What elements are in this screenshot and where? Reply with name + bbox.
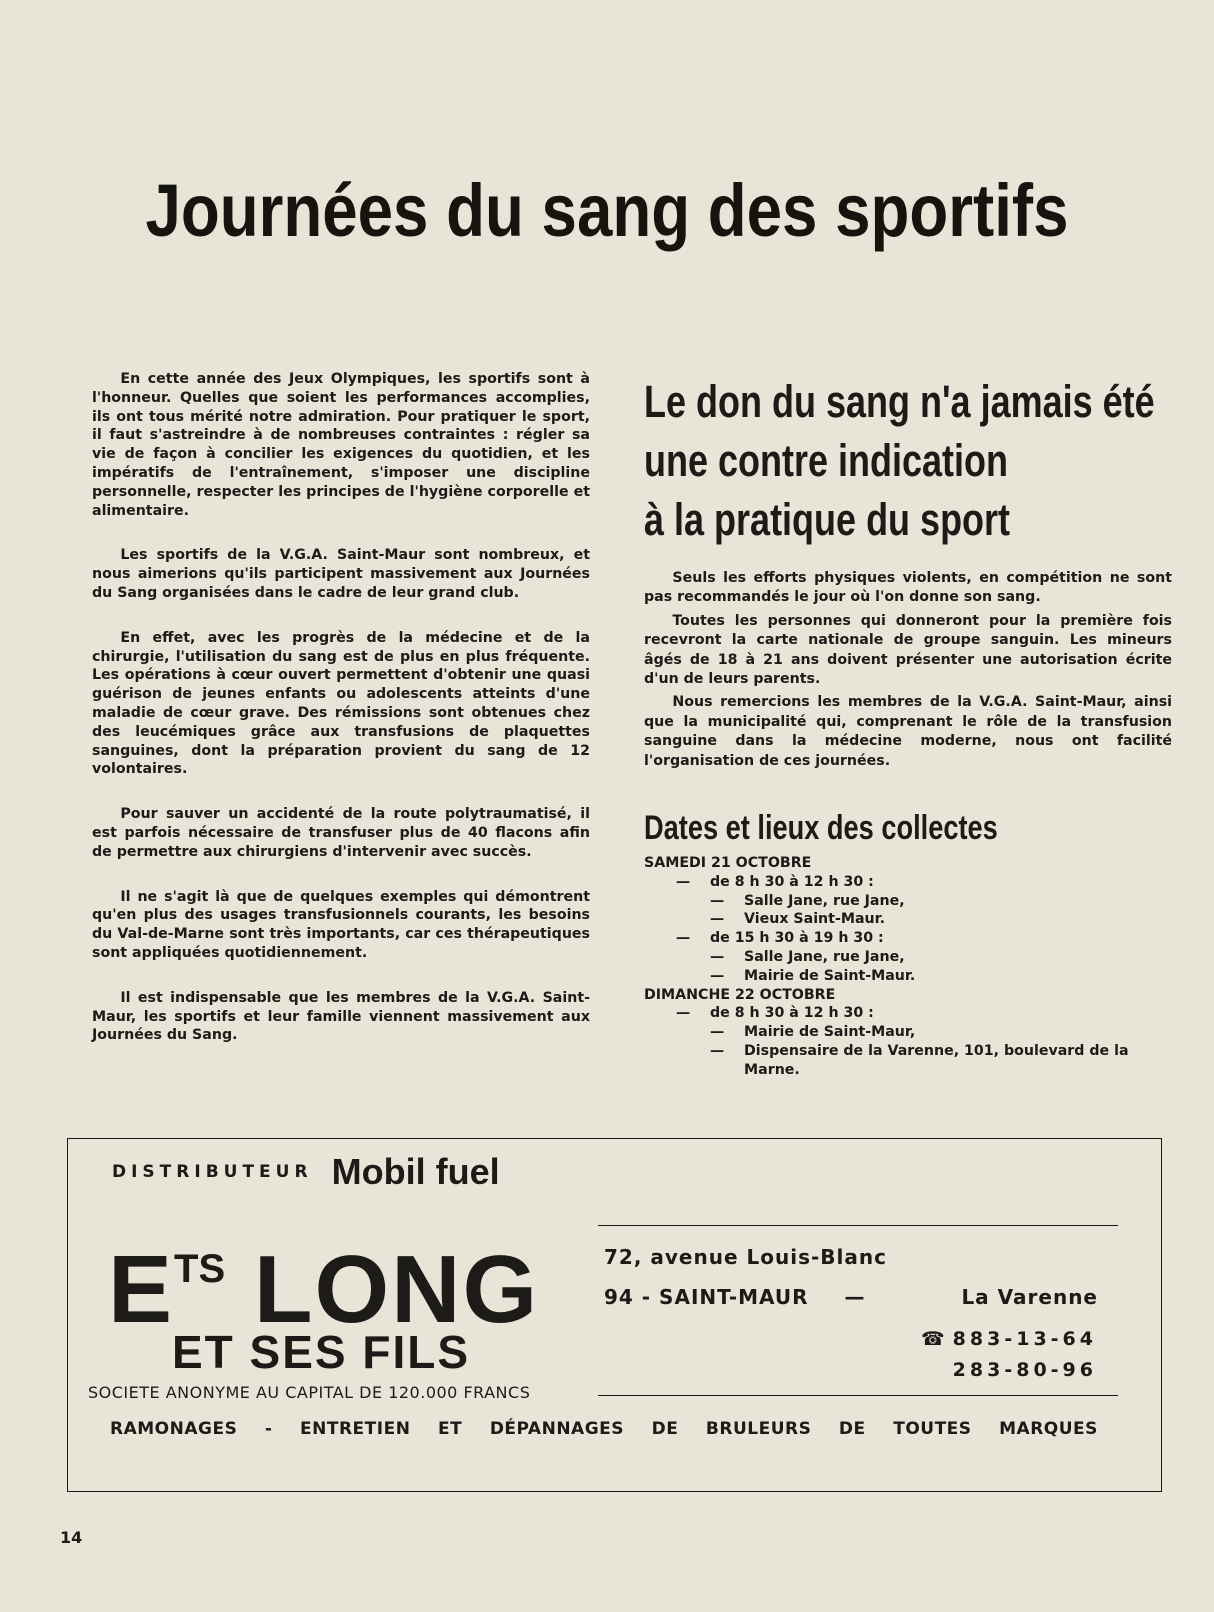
left-article-column (92, 370, 590, 1071)
company-capital: SOCIETE ANONYME AU CAPITAL DE 120.000 FRANCS (88, 1383, 531, 1402)
article-paragraph: Nous remercions les membres de la V.G.A. Saint-Maur, ainsi que la municipalité qui, comprenant le rôle de la transfusion sanguine dans la médecine moderne, nous ont facilité l'organisation de ces journées. (644, 694, 1172, 769)
advertisement (67, 1138, 1162, 1492)
article-paragraph: Seuls les efforts physiques violents, en compétition ne sont pas recommandés le jour où l'on donne son sang. (644, 570, 1172, 606)
right-body (644, 569, 1172, 771)
page-title: Journées du sang des sportifs (145, 169, 1069, 252)
headline-line: Le don du sang n'a jamais été (644, 376, 1155, 427)
phone-icon: ☎ (921, 1328, 945, 1350)
distributor-label: DISTRIBUTEUR (112, 1162, 313, 1182)
schedule-day: SAMEDI 21 OCTOBRE (644, 855, 812, 872)
address-line: 72, avenue Louis-Blanc (604, 1245, 887, 1269)
article-paragraph: Les sportifs de la V.G.A. Saint-Maur sont nombreux, et nous aimerions qu'ils participent massivement aux Journées du Sang organisées dans le cadre de leur grand club. (92, 547, 590, 601)
schedule-location: — Mairie de Saint-Maur, (710, 1024, 916, 1041)
article-paragraph: Toutes les personnes qui donneront pour la première fois recevront la carte nationale de groupe sanguin. Les mineurs âgés de 18 à 21 ans doivent présenter une autorisation écrite d'un de leurs parents. (644, 612, 1172, 688)
schedule-slot: — de 8 h 30 à 12 h 30 : (676, 1005, 874, 1022)
article-paragraph: En effet, avec les progrès de la médecine et de la chirurgie, l'utilisation du sang est de plus en plus fréquente. Les opérations à cœur ouvert permettent d'obtenir une quasi guérison de jeunes enfants ou adolescents atteints d'une maladie de cœur grave. Des rémissions sont obtenues chez des leucémiques grâce aux transfusions de plaquettes sanguines, dont la préparation provient du sang de 12 volontaires. (92, 629, 590, 778)
article-paragraph: En cette année des Jeux Olympiques, les sportifs sont à l'honneur. Quelles que soient les performances accomplies, ils ont tous mérité notre admiration. Pour pratiquer le sport, il faut s'astreindre à de nombreuses contraintes : régler sa vie de façon à concilier les exigences du quotidien, et les impératifs de l'entraînement, s'imposer une discipline personnelle, respecter les principes de l'hygiène corporelle et alimentaire. (92, 371, 590, 519)
headline (644, 372, 1172, 549)
phone-number: ☎ 883-13-64 (921, 1328, 1097, 1350)
schedule-slot: — de 15 h 30 à 19 h 30 : (676, 930, 884, 947)
page-number: 14 (60, 1528, 83, 1547)
headline-line: à la pratique du sport (644, 494, 1011, 545)
schedule-location: — Vieux Saint-Maur. (710, 911, 885, 928)
address-line: 94 - SAINT-MAUR — La Varenne (604, 1285, 1098, 1309)
distributor-row (112, 1151, 500, 1193)
schedule-location: — Salle Jane, rue Jane, (710, 892, 905, 909)
schedule-day: DIMANCHE 22 OCTOBRE (644, 986, 836, 1003)
article-paragraph: Pour sauver un accidenté de la route polytraumatisé, il est parfois nécessaire de transfuser plus de 40 flacons afin de permettre aux chirurgiens d'intervenir avec succès. (92, 806, 590, 860)
headline-line: une contre indication (644, 435, 1009, 486)
schedule-location: — Dispensaire de la Varenne, 101, boulevard de la (710, 1043, 1129, 1060)
collection-schedule (644, 854, 1172, 1080)
company-logo: $E^{TS}$ LONG (108, 1236, 540, 1343)
schedule-heading: Dates et lieux des collectes (644, 809, 998, 848)
phone-number: 283-80-96 (952, 1359, 1097, 1381)
divider (598, 1395, 1118, 1396)
article-paragraph: Il est indispensable que les membres de la V.G.A. Saint-Maur, les sportifs et leur famille viennent massivement aux Journées du Sang. (92, 989, 590, 1044)
article-paragraph: Il ne s'agit là que de quelques exemples qui démontrent qu'en plus des usages transfusionnels courants, les besoins du Val-de-Marne sont très importants, car ces thérapeutiques sont appliquées quotidiennement. (92, 888, 590, 961)
schedule-slot: — de 8 h 30 à 12 h 30 : (676, 873, 874, 890)
schedule-location: — Mairie de Saint-Maur. (710, 967, 916, 984)
schedule-location: — Salle Jane, rue Jane, (710, 949, 905, 966)
right-article-column (644, 372, 1172, 1080)
company-subtitle: ET SES FILS (172, 1326, 471, 1378)
services-line: RAMONAGES - ENTRETIEN ET DÉPANNAGES DE BRULEURS DE TOUTES MARQUES (110, 1419, 1098, 1439)
schedule-location-continued: Marne. (744, 1061, 800, 1078)
brand-name: Mobil fuel (331, 1151, 500, 1192)
divider (598, 1225, 1118, 1226)
